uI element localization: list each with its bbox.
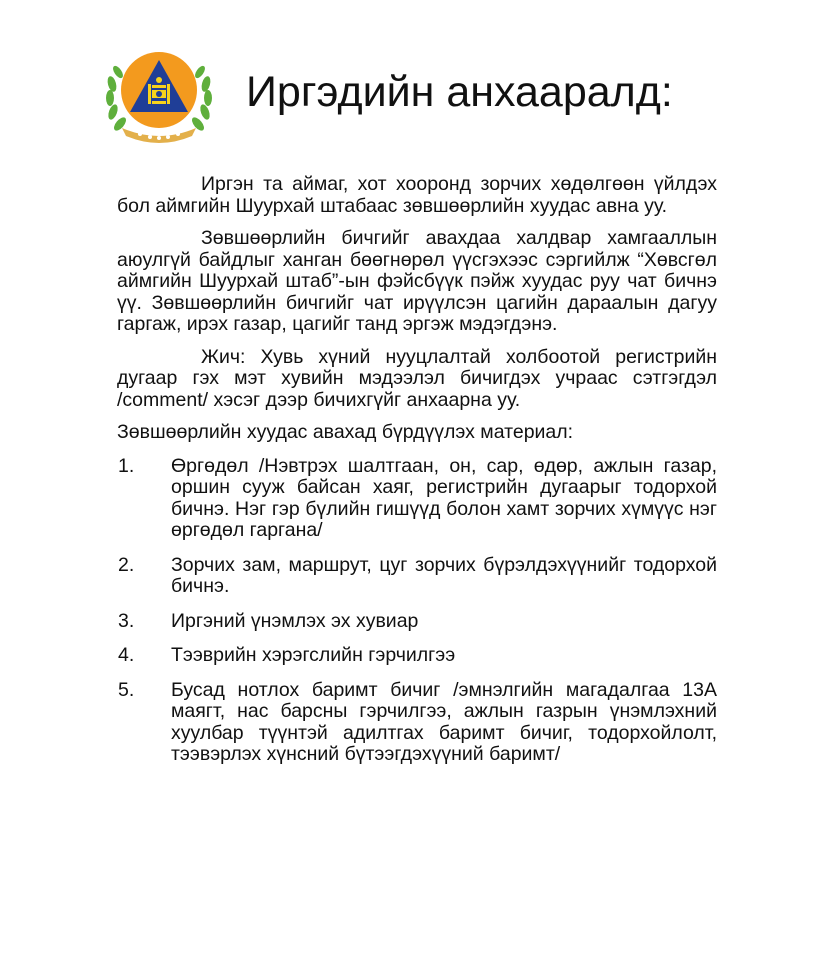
notice-body xyxy=(117,174,717,779)
list-item xyxy=(117,555,717,598)
materials-list xyxy=(117,456,717,766)
page-title: Иргэдийн анхааралд: xyxy=(246,68,673,116)
emblem-icon xyxy=(100,46,218,146)
header xyxy=(100,46,740,146)
list-item-text: Тээврийн хэрэгслийн гэрчилгээ xyxy=(171,644,456,666)
list-item xyxy=(117,680,717,766)
list-item-number: 3. xyxy=(118,609,135,632)
materials-heading: Зөвшөөрлийн хуудас авахад бүрдүүлэх материал: xyxy=(117,421,574,443)
list-item-number: 2. xyxy=(118,553,135,576)
list-item-text: Иргэний үнэмлэх эх хувиар xyxy=(171,609,419,632)
paragraph-intro: Иргэн та аймаг, хот хооронд зорчих хөдөлгөөн үйлдэх бол аймгийн Шуурхай штабаас зөвшөөрлийн хуудас авна уу. xyxy=(117,173,717,217)
list-item xyxy=(117,611,717,633)
list-item-number: 5. xyxy=(118,678,135,701)
list-item-text: Бусад нотлох баримт бичиг /эмнэлгийн магадалгаа 13А маягт, нас барсны гэрчилгээ, ажлын газрын үнэмлэхний хуулбар түүнтэй адилтгах баримт бичиг, тодорхойлолт, тээвэрлэх хүнсний бүтээгдэхүүний баримт/ xyxy=(171,678,717,765)
paragraph-note: Жич: Хувь хүний нууцлалтай холбоотой регистрийн дугаар гэх мэт хувийн мэдээлэл бичигдэх учраас сэтгэгдэл /comment/ хэсэг дээр бичихгүйг анхаарна уу. xyxy=(117,345,717,411)
emblem-logo xyxy=(100,46,218,146)
list-item-number: 1. xyxy=(118,454,135,477)
list-item-number: 4. xyxy=(118,644,135,666)
paragraph-instructions: Зөвшөөрлийн бичгийг авахдаа халдвар хамгааллын аюулгүй байдлыг ханган бөөгнөрөл үүсгэхээс сэргийлж “Хөвсгөл аймгийн Шуурхай штаб”-ын фэйсбүүк пэйж хуудас руу чат бичнэ үү. Зөвшөөрлийн бичгийг чат ирүүлсэн цагийн дараалын дагуу гаргаж, ирэх газар, цагийг танд эргэж мэдэгдэнэ. xyxy=(117,227,717,335)
list-item xyxy=(117,645,717,667)
list-item xyxy=(117,456,717,542)
list-item-text: Өргөдөл /Нэвтрэх шалтгаан, он, сар, өдөр, ажлын газар, оршин сууж байсан хаяг, регистрийн дугаарыг тодорхой бичнэ. Нэг гэр бүлийн гишүүд болон хамт зорчих хүмүүс нэг өргөдөл гаргана/ xyxy=(171,454,717,541)
list-item-text: Зорчих зам, маршрут, цуг зорчих бүрэлдэхүүнийг тодорхой бичнэ. xyxy=(171,553,717,597)
